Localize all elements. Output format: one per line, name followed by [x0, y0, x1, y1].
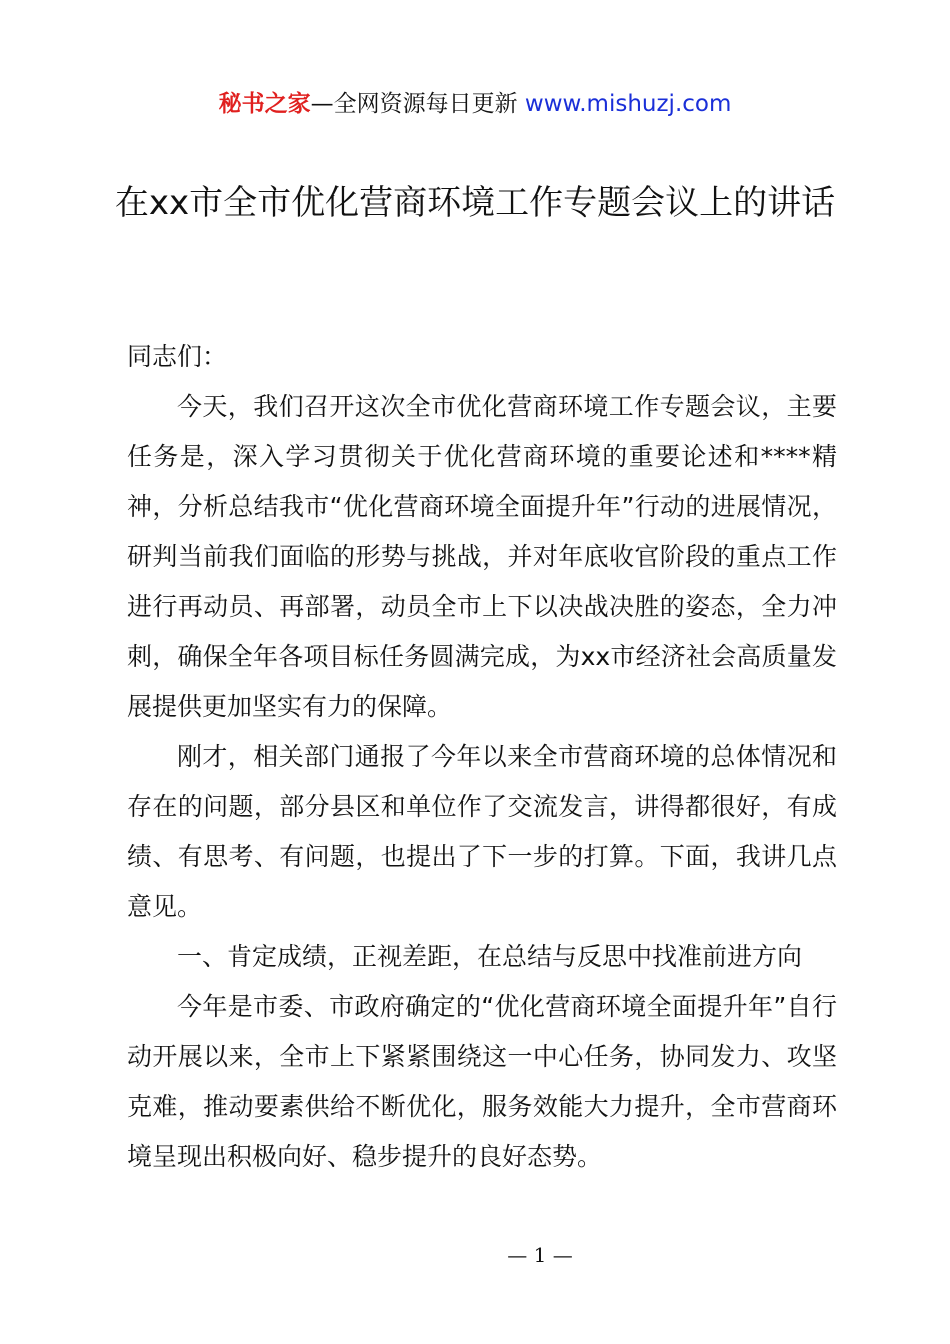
- document-title: 在xx市全市优化营商环境工作专题会议上的讲话: [114, 183, 836, 223]
- header-tagline: —全网资源每日更新: [310, 91, 518, 117]
- document-body: [127, 332, 837, 1182]
- site-url-link[interactable]: www.mishuzj.com: [524, 91, 732, 117]
- page-number: — 1 —: [507, 1243, 573, 1267]
- section-paragraph: 今年是市委、市政府确定的“优化营商环境全面提升年”自行动开展以来，全市上下紧紧围绕这一中心任务，协同发力、攻坚克难，推动要素供给不断优化，服务效能大力提升，全市营商环境呈现出积极向好、稳步提升的良好态势。: [127, 992, 837, 1171]
- site-header: [0, 86, 950, 122]
- salutation: 同志们：: [127, 342, 228, 371]
- brand-name: 秘书之家: [218, 91, 311, 117]
- body-paragraph-2: 刚才，相关部门通报了今年以来全市营商环境的总体情况和存在的问题，部分县区和单位作了交流发言，讲得都很好，有成绩、有思考、有问题，也提出了下一步的打算。下面，我讲几点意见。: [127, 742, 837, 921]
- section-heading: 一、肯定成绩，正视差距，在总结与反思中找准前进方向: [177, 942, 803, 971]
- body-paragraph-1: 今天，我们召开这次全市优化营商环境工作专题会议，主要任务是，深入学习贯彻关于优化营商环境的重要论述和****精神，分析总结我市“优化营商环境全面提升年”行动的进展情况，研判当前我们面临的形势与挑战，并对年底收官阶段的重点工作进行再动员、再部署，动员全市上下以决战决胜的姿态，全力冲刺，确保全年各项目标任务圆满完成，为xx市经济社会高质量发展提供更加坚实有力的保障。: [127, 392, 837, 721]
